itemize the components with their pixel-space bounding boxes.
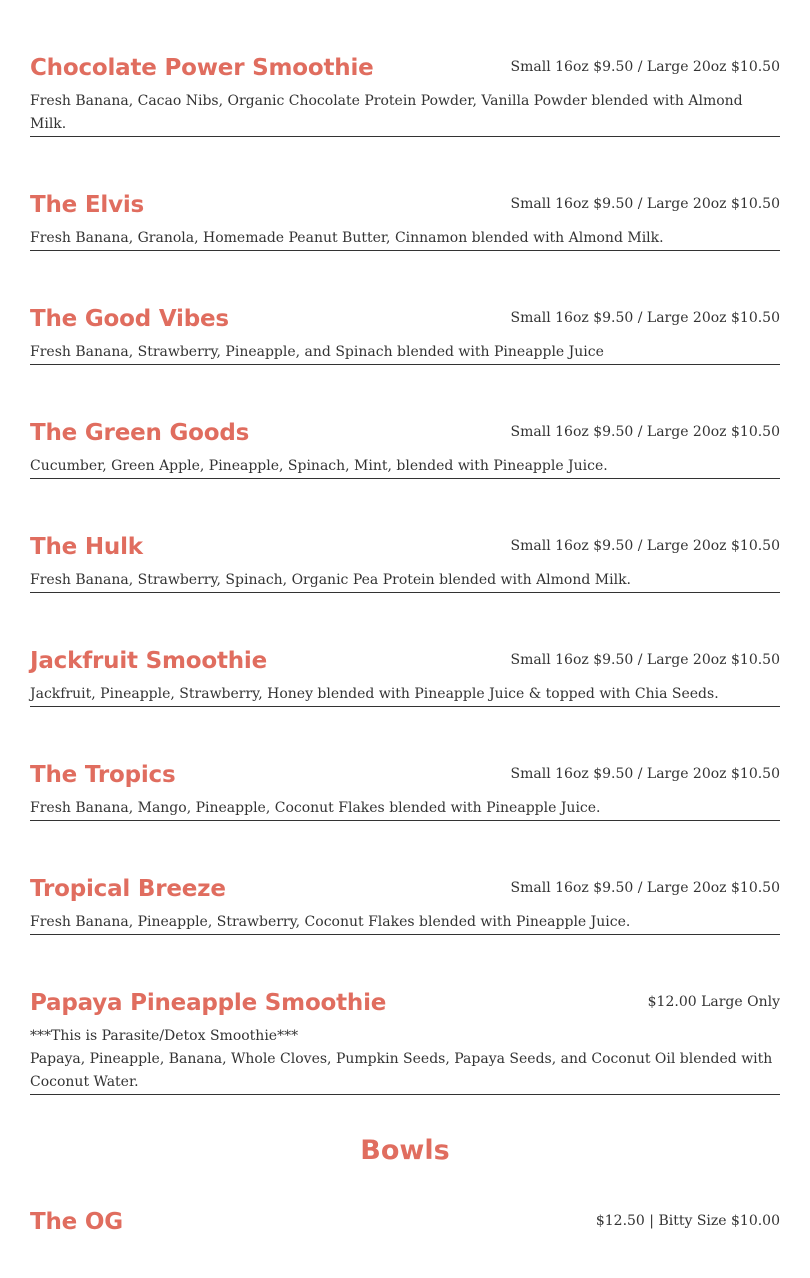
item-name: The Good Vibes	[30, 306, 229, 332]
item-name: The Green Goods	[30, 420, 250, 446]
item-description: Fresh Banana, Strawberry, Spinach, Organic Pea Protein blended with Almond Milk.	[30, 572, 632, 588]
item-price: Small 16oz $9.50 / Large 20oz $10.50	[510, 424, 780, 440]
item-price: Small 16oz $9.50 / Large 20oz $10.50	[510, 196, 780, 212]
item-description: Fresh Banana, Cacao Nibs, Organic Chocolate Protein Powder, Vanilla Powder blended with Almond Milk.	[30, 93, 743, 132]
item-price: Small 16oz $9.50 / Large 20oz $10.50	[510, 538, 780, 554]
item-name: Tropical Breeze	[30, 876, 226, 902]
item-name: The OG	[30, 1209, 123, 1235]
menu-item-the-green-goods	[30, 418, 780, 479]
item-name: The Tropics	[30, 762, 176, 788]
menu-item-the-tropics	[30, 760, 780, 821]
item-description: Fresh Banana, Granola, Homemade Peanut Butter, Cinnamon blended with Almond Milk.	[30, 230, 664, 246]
item-name: Jackfruit Smoothie	[30, 648, 268, 674]
item-description: Fresh Banana, Pineapple, Strawberry, Coconut Flakes blended with Pineapple Juice.	[30, 914, 631, 930]
item-price: Small 16oz $9.50 / Large 20oz $10.50	[510, 59, 780, 75]
menu	[30, 0, 780, 1241]
item-price: Small 16oz $9.50 / Large 20oz $10.50	[510, 880, 780, 896]
menu-item-jackfruit	[30, 646, 780, 707]
menu-item-the-elvis	[30, 190, 780, 251]
item-price: Small 16oz $9.50 / Large 20oz $10.50	[510, 652, 780, 668]
item-description: Jackfruit, Pineapple, Strawberry, Honey blended with Pineapple Juice & topped with Chia Seeds.	[30, 686, 719, 702]
item-description: Fresh Banana, Strawberry, Pineapple, and Spinach blended with Pineapple Juice	[30, 344, 604, 360]
item-note: ***This is Parasite/Detox Smoothie***	[30, 1028, 299, 1044]
menu-item-papaya-pineapple	[30, 988, 780, 1095]
section-title-bowls: Bowls	[360, 1135, 450, 1166]
menu-item-tropical-breeze	[30, 874, 780, 935]
item-name: Papaya Pineapple Smoothie	[30, 990, 387, 1016]
menu-item-the-hulk	[30, 532, 780, 593]
item-price: $12.00 Large Only	[647, 994, 780, 1010]
menu-item-the-og	[30, 1207, 780, 1241]
menu-item-the-good-vibes	[30, 304, 780, 365]
item-price: Small 16oz $9.50 / Large 20oz $10.50	[510, 766, 780, 782]
item-name: The Elvis	[30, 192, 145, 218]
item-ingredients: Papaya, Pineapple, Banana, Whole Cloves, Pumpkin Seeds, Papaya Seeds, and Coconut Oil blended with Coconut Water.	[30, 1051, 773, 1090]
item-name: The Hulk	[30, 534, 143, 560]
item-description: Cucumber, Green Apple, Pineapple, Spinach, Mint, blended with Pineapple Juice.	[30, 458, 608, 474]
item-description	[30, 1022, 780, 1094]
item-price: Small 16oz $9.50 / Large 20oz $10.50	[510, 310, 780, 326]
item-price: $12.50 | Bitty Size $10.00	[595, 1213, 780, 1229]
item-description: Fresh Banana, Mango, Pineapple, Coconut Flakes blended with Pineapple Juice.	[30, 800, 601, 816]
item-name: Chocolate Power Smoothie	[30, 55, 374, 81]
menu-item-chocolate-power	[30, 53, 780, 137]
